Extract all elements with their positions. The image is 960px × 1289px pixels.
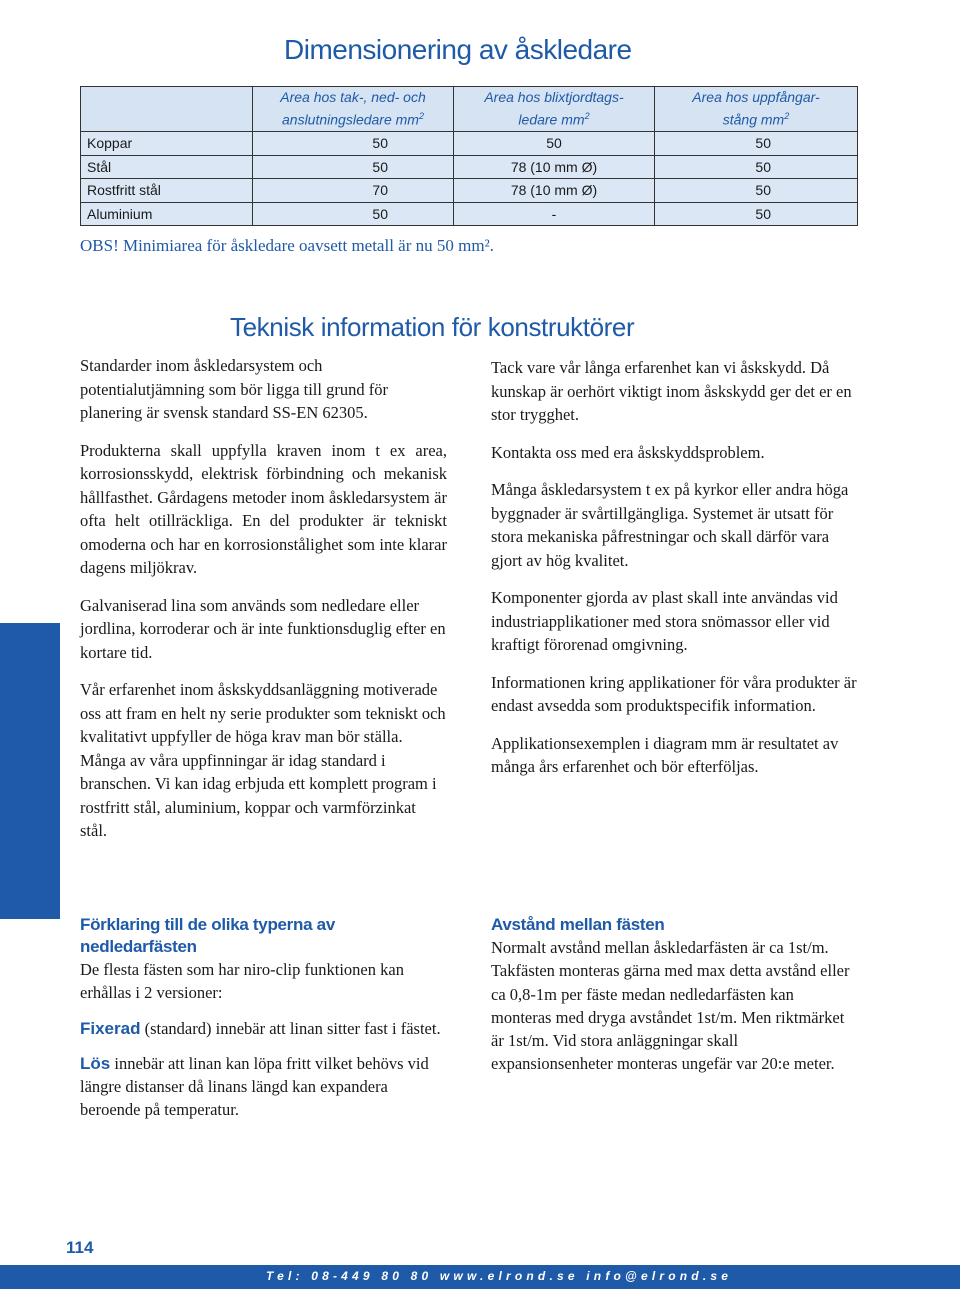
table-header-earth-conductor (454, 87, 655, 132)
paragraph: Informationen kring applikationer för våra produkter är endast avsedda som produktspecifik information. (491, 672, 857, 715)
paragraph: De flesta fästen som har niro-clip funktionen kan erhållas i 2 versioner: (80, 960, 404, 1003)
value-cell: 50 (655, 155, 858, 179)
section-heading-fastener-spacing: Avstånd mellan fästen (491, 915, 665, 934)
value-cell: - (454, 202, 655, 226)
term-description: (standard) innebär att linan sitter fast i fästet. (140, 1018, 441, 1038)
paragraph: Applikationsexemplen i diagram mm är resultatet av många års erfarenhet och bör efterföljas. (491, 733, 839, 776)
term-description: innebär att linan kan löpa fritt vilket behövs vid längre distanser då linans längd kan expandera beroende på temperatur. (80, 1053, 429, 1120)
material-cell: Koppar (81, 132, 253, 156)
material-cell: Rostfritt stål (81, 179, 253, 203)
header-line: stång mm (722, 111, 785, 128)
table-header-roof-conductor (253, 87, 454, 132)
fixed-paragraph (80, 1017, 450, 1040)
value-cell: 78 (10 mm Ø) (454, 179, 655, 203)
table-header-air-terminal (655, 87, 858, 132)
value-cell: 70 (253, 179, 454, 203)
paragraph: Tack vare vår långa erfarenhet kan vi åskskydd. Då kunskap är oerhört viktigt inom åskskydd ger det er en stor trygghet. (491, 358, 852, 424)
table-row (81, 179, 858, 203)
table-row (81, 202, 858, 226)
paragraph: Vår erfarenhet inom åskskyddsanläggning motiverade oss att fram en helt ny serie produkter som tekniskt och kvalitativt uppfyller de höga krav man bör ställa. Många av våra uppfinningar är idag standard i branschen. Vi kan idag erbjuda ett komplett program i rostfritt stål, aluminium, koppar och varmförzinkat stål. (80, 680, 446, 840)
dimension-table (80, 86, 858, 226)
page-title: Dimensionering av åskledare (284, 34, 632, 65)
paragraph: Komponenter gjorda av plast skall inte användas vid industriapplikationer med stora snömassor eller vid kraftigt förorenad omgivning. (491, 588, 838, 654)
value-cell: 50 (655, 132, 858, 156)
table-row (81, 155, 858, 179)
value-cell: 50 (655, 202, 858, 226)
table-header-empty (81, 87, 253, 132)
left-text-column (80, 354, 447, 857)
header-line: anslutningsledare mm (282, 111, 419, 128)
right-text-column (491, 356, 859, 793)
material-cell: Aluminium (81, 202, 253, 226)
value-cell: 50 (655, 179, 858, 203)
value-cell: 50 (454, 132, 655, 156)
header-line: Area hos uppfångar- (692, 89, 820, 106)
header-line: Area hos tak-, ned- och (280, 89, 426, 106)
section-heading-technical: Teknisk information för konstruktörer (230, 312, 635, 342)
table-header-row (81, 87, 858, 132)
page-number: 114 (66, 1238, 94, 1257)
superscript: 2 (784, 111, 790, 122)
header-line: Area hos blixtjordtags- (484, 89, 624, 106)
value-cell: 50 (253, 132, 454, 156)
side-tab-marker (0, 623, 60, 919)
fastener-spacing-section (491, 914, 851, 1088)
material-cell: Stål (81, 155, 253, 179)
value-cell: 50 (253, 155, 454, 179)
footer-bar (0, 1265, 960, 1289)
table-row (81, 132, 858, 156)
superscript: 2 (418, 111, 424, 122)
loose-paragraph (80, 1052, 450, 1122)
header-line: ledare mm (518, 111, 585, 128)
value-cell: 78 (10 mm Ø) (454, 155, 655, 179)
paragraph: Galvaniserad lina som används som nedledare eller jordlina, korroderar och är inte funktionsduglig efter en kortare tid. (80, 595, 446, 662)
footer-contact: Tel: 08-449 80 80 www.elrond.se info@elrond.se (266, 1269, 733, 1283)
value-cell: 50 (253, 202, 454, 226)
obs-note: OBS! Minimiarea för åskledare oavsett metall är nu 50 mm². (80, 236, 494, 255)
term-fixed: Fixerad (80, 1018, 141, 1038)
fastener-types-section (80, 914, 450, 1134)
superscript: 2 (584, 111, 590, 122)
paragraph: Många åskledarsystem t ex på kyrkor eller andra höga byggnader är svårtillgängliga. Systemet är utsatt för stora mekaniska påfrestningar och skall därför vara gjort av hög kvalitet. (491, 480, 849, 570)
paragraph: Kontakta oss med era åskskyddsproblem. (491, 442, 765, 462)
term-loose: Lös (80, 1053, 111, 1073)
section-heading-fastener-types: Förklaring till de olika typerna av nedledarfästen (80, 915, 335, 956)
paragraph: Normalt avstånd mellan åskledarfästen är ca 1st/m. Takfästen monteras gärna med max detta avstånd eller ca 0,8-1m per fäste medan nedledarfästen kan monteras med dryga avståndet 1st/m. Men riktmärket är 1st/m. Vid stora anläggningar skall expansionsenheter monteras ungefär var 20:e meter. (491, 938, 850, 1074)
paragraph: Standarder inom åskledarsystem och potentialutjämning som bör ligga till grund för planering är svensk standard SS-EN 62305. (80, 356, 388, 422)
paragraph: Produkterna skall uppfylla kraven inom t ex area, korrosionsskydd, elektrisk förbindning och mekanisk hållfasthet. Gårdagens metoder inom åskledarsystem är ofta helt otillräckliga. En del produkter är tekniskt omoderna och har en korrosionstålighet som inte klarar dagens miljökrav. (80, 440, 447, 577)
